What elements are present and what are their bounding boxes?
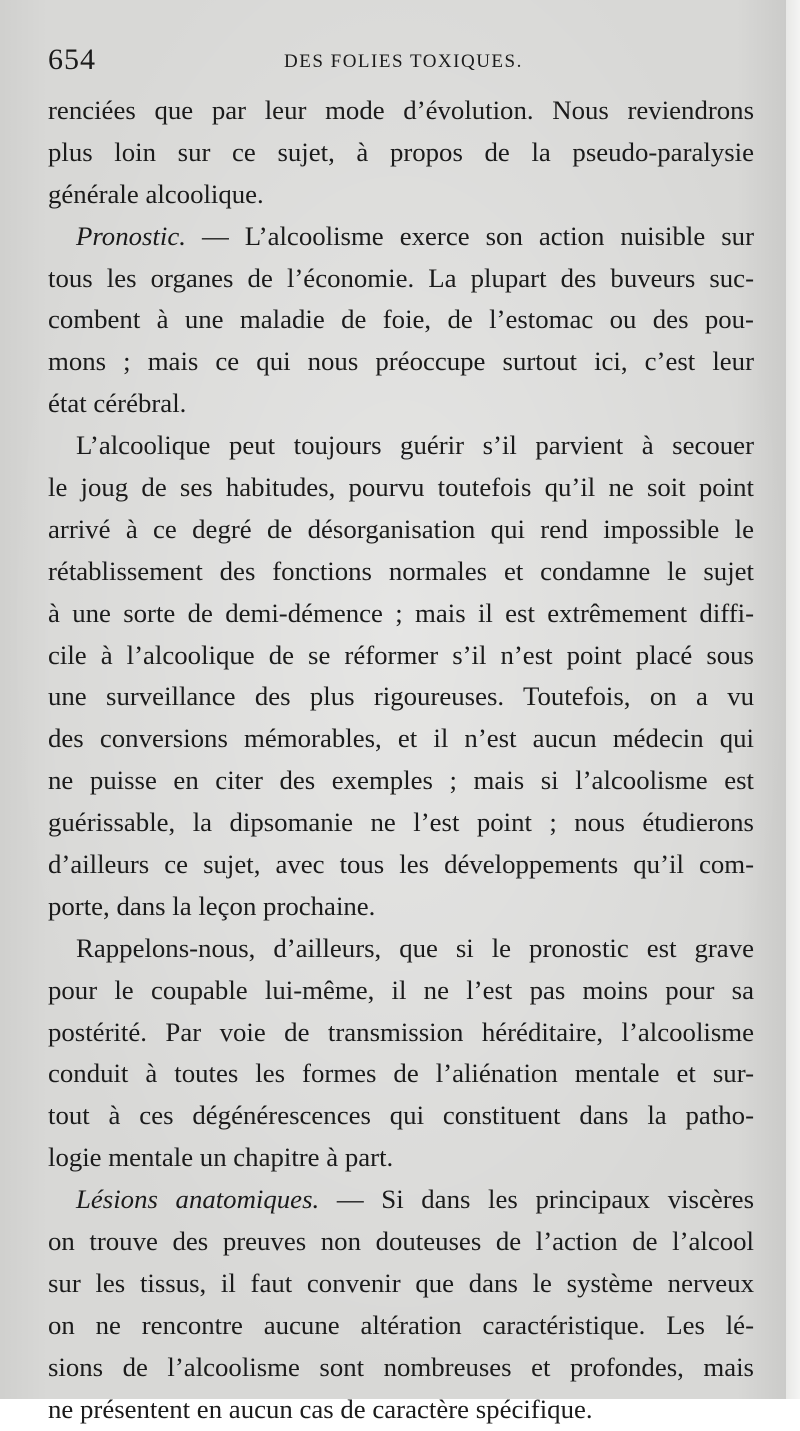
text-line: état cérébral. <box>48 388 187 419</box>
text-line: mons ; mais ce qui nous préoccupe surtout ici, c’est leur <box>48 346 754 377</box>
text-line: on ne rencontre aucune altération caractéristique. Les lé- <box>48 1309 754 1340</box>
page-edge <box>786 0 800 1399</box>
text-line: combent à une maladie de foie, de l’estomac ou des pou- <box>48 304 754 335</box>
running-title: DES FOLIES TOXIQUES. <box>284 51 523 72</box>
text-line: renciées que par leur mode d’évolution. Nous reviendrons <box>48 95 754 125</box>
text-line: porte, dans la leçon prochaine. <box>48 890 376 921</box>
section-heading-line: Pronostic. — L’alcoolisme exerce son action nuisible sur <box>76 220 754 251</box>
page-header <box>48 40 748 80</box>
body-text <box>48 90 754 1431</box>
text-line: le joug de ses habitudes, pourvu toutefois qu’il ne soit point <box>48 472 754 503</box>
text-line: logie mentale un chapitre à part. <box>48 1142 394 1173</box>
text-line: générale alcoolique. <box>48 178 264 209</box>
text-line: conduit à toutes les formes de l’aliénation mentale et sur- <box>48 1058 754 1089</box>
page-number: 654 <box>48 43 96 76</box>
text-line: des conversions mémorables, et il n’est aucun médecin qui <box>48 723 754 754</box>
text-line: postérité. Par voie de transmission héréditaire, l’alcoolisme <box>48 1016 754 1047</box>
section-heading-pronostic: Pronostic. <box>76 220 186 251</box>
section-heading-lesions: Lésions anatomiques. <box>76 1184 320 1215</box>
text-line: on trouve des preuves non douteuses de l’action de l’alcool <box>48 1226 754 1257</box>
text-line: cile à l’alcoolique de se réformer s’il n’est point placé sous <box>48 639 754 670</box>
text-line: tout à ces dégénérescences qui constituent dans la patho- <box>48 1100 754 1131</box>
section-heading-line: Lésions anatomiques. — Si dans les principaux viscères <box>76 1184 755 1215</box>
text-line: sions de l’alcoolisme sont nombreuses et profondes, mais <box>48 1351 754 1382</box>
text-line: plus loin sur ce sujet, à propos de la pseudo-paralysie <box>48 136 754 167</box>
text-line: une surveillance des plus rigoureuses. Toutefois, on a vu <box>48 681 754 712</box>
text-line: guérissable, la dipsomanie ne l’est point ; nous étudierons <box>48 807 754 838</box>
text-line: L’alcoolique peut toujours guérir s’il parvient à secouer <box>76 430 754 461</box>
text-line: arrivé à ce degré de désorganisation qui rend impossible le <box>48 513 754 544</box>
text-line: d’ailleurs ce sujet, avec tous les développements qu’il com- <box>48 849 754 880</box>
text-line: pour le coupable lui-même, il ne l’est pas moins pour sa <box>48 974 754 1005</box>
text-line: ne présentent en aucun cas de caractère spécifique. <box>48 1393 593 1424</box>
text-line: tous les organes de l’économie. La plupart des buveurs suc- <box>48 262 754 293</box>
text-line: rétablissement des fonctions normales et condamne le sujet <box>48 555 754 586</box>
text-line: à une sorte de demi-démence ; mais il est extrêmement diffi- <box>48 597 754 628</box>
text-line: sur les tissus, il faut convenir que dans le système nerveux <box>48 1267 754 1298</box>
text-line: Rappelons-nous, d’ailleurs, que si le pronostic est grave <box>76 932 754 963</box>
text-line: ne puisse en citer des exemples ; mais si l’alcoolisme est <box>48 765 754 796</box>
